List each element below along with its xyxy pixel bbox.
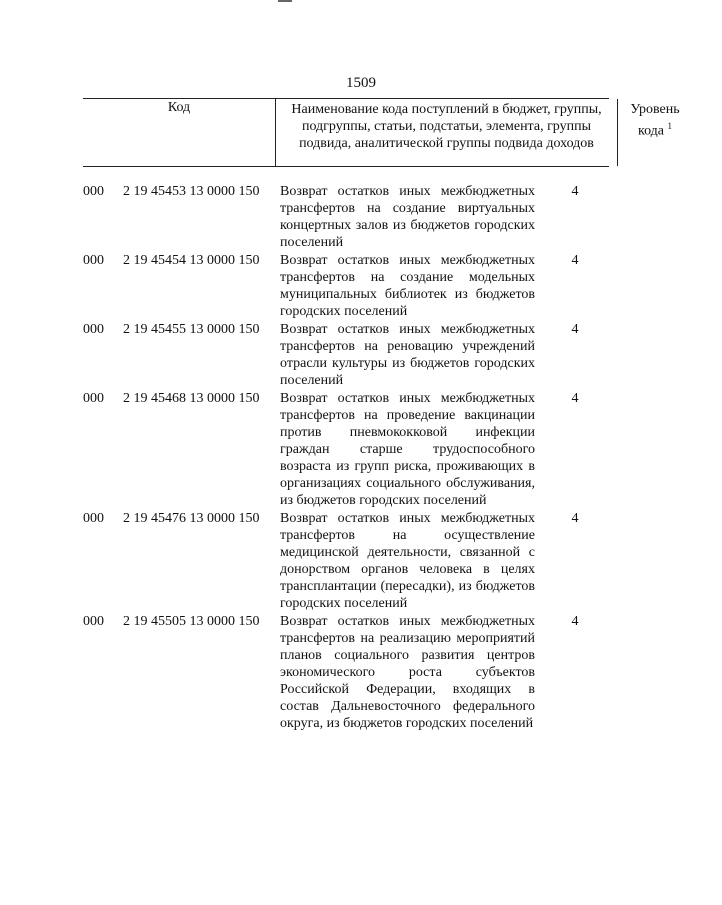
row-description: Возврат остатков иных межбюджетных трансфертов на проведение вакцинации против пневмококковой инфекции граждан старше трудоспособного возраста из групп риска, проживающих в организациях социального обслуживания, из бюджетов городских поселений — [280, 391, 535, 508]
row-income-code: 2 19 45453 13 0000 150 — [123, 184, 260, 199]
row-admin-code: 000 — [83, 391, 104, 406]
row-level: 4 — [571, 184, 579, 199]
row-admin-code: 000 — [83, 511, 104, 526]
table-row — [83, 183, 609, 251]
table-row — [83, 510, 609, 612]
table-header — [83, 98, 680, 167]
row-level: 4 — [571, 614, 579, 629]
row-income-code: 2 19 45505 13 0000 150 — [123, 614, 260, 629]
header-level-footnote: 1 — [667, 121, 673, 131]
row-admin-code: 000 — [83, 614, 104, 629]
row-description: Возврат остатков иных межбюджетных трансфертов на реализацию мероприятий планов социального развития центров экономического роста субъектов Российской Федерации, входящих в состав Дальневосточного федерального округа, из бюджетов городских поселений — [280, 614, 535, 731]
page-number: 1509 — [346, 75, 376, 91]
header-level — [618, 99, 692, 168]
row-admin-code: 000 — [83, 253, 104, 268]
row-level: 4 — [571, 391, 579, 406]
row-income-code: 2 19 45476 13 0000 150 — [123, 511, 260, 526]
row-description: Возврат остатков иных межбюджетных трансфертов на создание виртуальных концертных залов из бюджетов городских поселений — [280, 184, 535, 250]
table-row — [83, 390, 609, 509]
row-income-code: 2 19 45455 13 0000 150 — [123, 322, 260, 337]
row-income-code: 2 19 45454 13 0000 150 — [123, 253, 260, 268]
header-level-label: Уровень кода — [630, 102, 680, 139]
scan-edge-mark — [278, 0, 292, 2]
header-code: Код — [167, 100, 191, 115]
table-body — [83, 183, 609, 732]
table-row — [83, 321, 609, 389]
header-name: Наименование кода поступлений в бюджет, группы, подгруппы, статьи, подстатьи, элемента, группы подвида, аналитической группы подвида доходов — [275, 99, 618, 166]
row-admin-code: 000 — [83, 184, 104, 199]
row-admin-code: 000 — [83, 322, 104, 337]
row-level: 4 — [571, 511, 579, 526]
row-level: 4 — [571, 322, 579, 337]
table-row — [83, 252, 609, 320]
row-description: Возврат остатков иных межбюджетных трансфертов на реновацию учреждений отрасли культуры из бюджетов городских поселений — [280, 322, 535, 388]
row-level: 4 — [571, 253, 579, 268]
row-description: Возврат остатков иных межбюджетных трансфертов на создание модельных муниципальных библиотек из бюджетов городских поселений — [280, 253, 535, 319]
row-income-code: 2 19 45468 13 0000 150 — [123, 391, 260, 406]
row-description: Возврат остатков иных межбюджетных трансфертов на осуществление медицинской деятельности, связанной с донорством органов человека в целях трансплантации (пересадки), из бюджетов городских поселений — [280, 511, 535, 611]
table-row — [83, 613, 609, 732]
